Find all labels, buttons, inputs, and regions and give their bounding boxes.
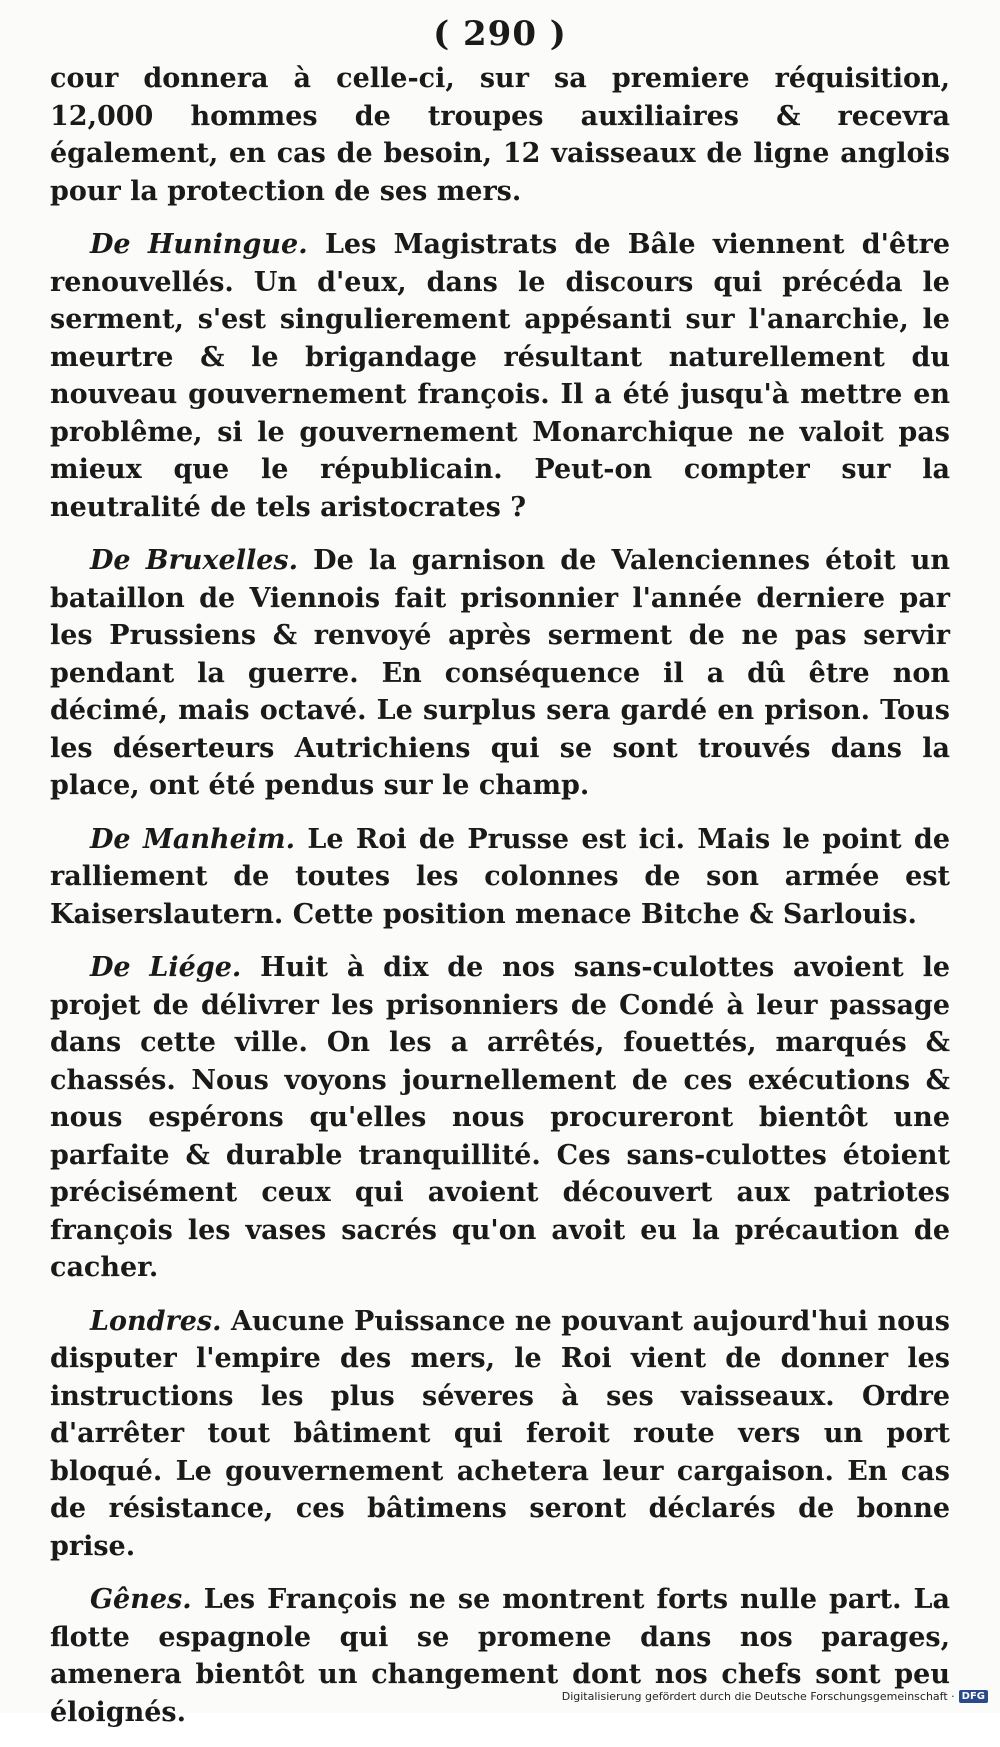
credit-text: Digitalisierung gefördert durch die Deutsche Forschungsgemeinschaft · (561, 1690, 955, 1703)
paragraph-text: De la garnison de Valenciennes étoit un bataillon de Viennois fait prisonnier l'année derniere par les Prussiens & renvoyé après serment de ne pas servir pendant la guerre. En conséquence il a dû être non décimé, mais octavé. Le surplus sera gardé en prison. Tous les déserteurs Autrichiens qui se sont trouvés dans la place, ont été pendus sur le champ. (50, 545, 950, 801)
body-text (50, 60, 950, 1747)
paragraph-manheim (50, 821, 950, 934)
paragraph-bruxelles (50, 542, 950, 805)
paragraph-huningue (50, 226, 950, 526)
page-number: ( 290 ) (433, 14, 567, 54)
paragraph-londres (50, 1303, 950, 1566)
paragraph-text: Les Magistrats de Bâle viennent d'être renouvellés. Un d'eux, dans le discours qui précéda le serment, s'est singulierement appésanti sur l'anarchie, le meurtre & le brigandage résultant naturellement du nouveau gouvernement françois. Il a été jusqu'à mettre en problême, si le gouvernement Monarchique ne valoit pas mieux que le républicain. Peut-on compter sur la neutralité de tels aristocrates ? (50, 229, 950, 523)
dateline: De Huningue. (90, 229, 308, 260)
paragraph-text: cour donnera à celle-ci, sur sa premiere réquisition, 12,000 hommes de troupes auxiliaires & recevra également, en cas de besoin, 12 vaisseaux de ligne anglois pour la protection de ses mers. (50, 63, 950, 207)
dateline: De Liége. (90, 952, 242, 983)
paragraph-liege (50, 949, 950, 1287)
dateline: De Manheim. (90, 823, 295, 855)
paragraph-text: Huit à dix de nos sans-culottes avoient le projet de délivrer les prisonniers de Condé à leur passage dans cette ville. On les a arrêtés, fouettés, marqués & chassés. Nous voyons journellement de ces exécutions & nous espérons qu'elles nous procureront bientôt une parfaite & durable tranquillité. Ces sans-culottes étoient précisément ceux qui avoient découvert aux patriotes françois les vases sacrés qu'on avoit eu la précaution de cacher. (50, 952, 951, 1283)
dateline: Gênes. (90, 1584, 192, 1615)
dateline: Londres. (90, 1305, 222, 1337)
digitization-credit (562, 1690, 988, 1703)
paragraph-text: Les François ne se montrent forts nulle part. La flotte espagnole qui se promene dans nos parages, amenera bientôt un changement dont nos chefs sont peu éloignés. (50, 1584, 950, 1728)
paragraph-genes (50, 1581, 950, 1731)
paragraph-text: Aucune Puissance ne pouvant aujourd'hui nous disputer l'empire des mers, le Roi vient de donner les instructions les plus séveres à ses vaisseaux. Ordre d'arrêter tout bâtiment qui feroit route vers un port bloqué. Le gouvernement achetera leur cargaison. En cas de résistance, ces bâtimens seront déclarés de bonne prise. (50, 1305, 950, 1562)
paragraph-text: Le Roi de Prusse est ici. Mais le point de ralliement de toutes les colonnes de son armée est Kaiserslautern. Cette position menace Bitche & Sarlouis. (50, 823, 950, 930)
paragraph-continuation (50, 60, 950, 210)
dateline: De Bruxelles. (90, 545, 298, 576)
dfg-logo: DFG (959, 1690, 988, 1703)
